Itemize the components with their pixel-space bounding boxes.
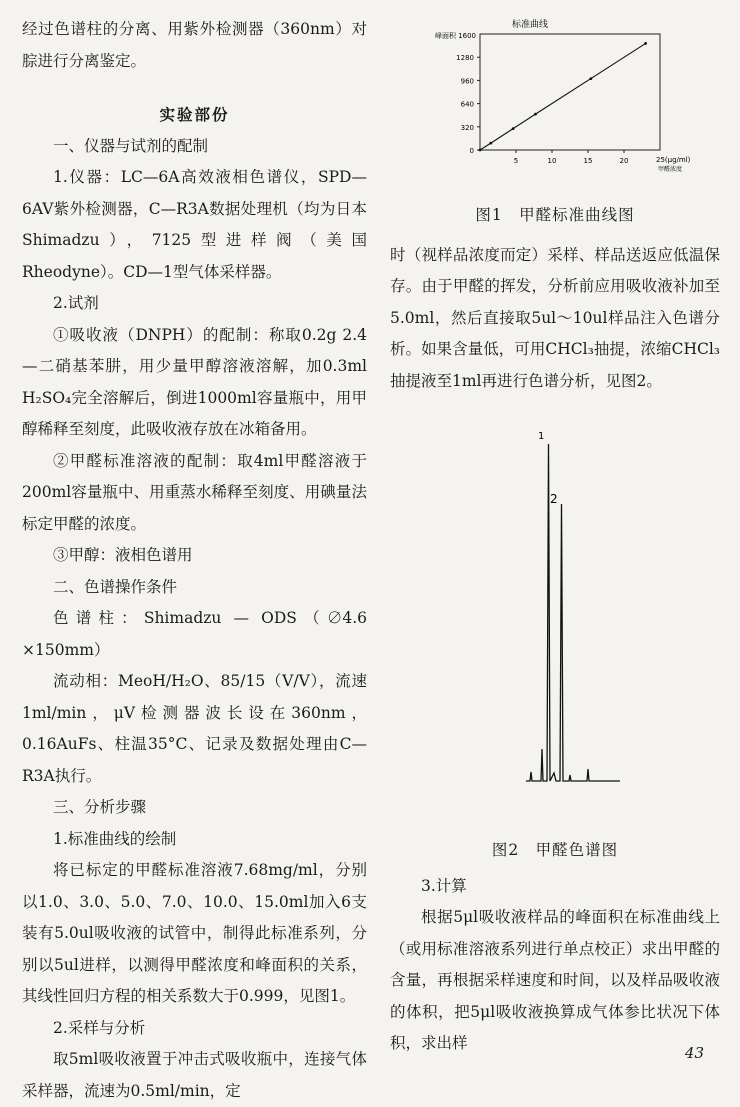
paragraph-calculation: 根据5μl吸收液样品的峰面积在标准曲线上（或用标准溶液系列进行单点校正）求出甲醛的含量，再根据采样速度和时间，以及样品吸收液的体积，把5μl吸收液换算成气体参比状况下体积，求出样 — [390, 908, 720, 1052]
paragraph-sampling: 取5ml吸收液置于冲击式吸收瓶中，连接气体采样器，流速为0.5ml/min，定 — [22, 1050, 367, 1100]
paragraph-instruments: 1.仪器：LC—6A高效液相色谱仪，SPD—6AV紫外检测器，C—R3A数据处理机（均为日本Shimadzu），7125型进样阀（美国Rheodyne）。CD—1型气体采样器。 — [22, 168, 367, 281]
paragraph-standard-curve: 将已标定的甲醛标准溶液7.68mg/ml，分别以1.0、3.0、5.0、7.0、10.0、15.0ml加入6支装有5.0ul吸收液的试管中，制得此标准系列，分别以5ul进样，以测得甲醛浓度和峰面积的关系，其线性回归方程的相关系数大于0.999，见图1。 — [22, 861, 367, 1005]
data-point — [534, 113, 537, 116]
data-point — [589, 77, 592, 80]
y-axis-label: 峰面积 1600 — [434, 32, 476, 40]
heading-chromatography-conditions: 二、色谱操作条件 — [53, 577, 178, 596]
data-point — [512, 127, 515, 130]
right-column — [390, 14, 720, 1060]
paragraph-continued: 经过色谱柱的分离、用紫外检测器（360nm）对腙进行分离鉴定。 — [22, 20, 367, 70]
y-tick-label: 0 — [469, 147, 474, 155]
page-number: 43 — [684, 1044, 704, 1062]
paragraph-sampling-continued: 时（视样品浓度而定）采样、样品送返应低温保存。由于甲醛的挥发，分析前应用吸收液补加至5.0ml，然后直接取5ul～10ul样品注入色谱分析。如果含量低，可用CHCl₃抽提，浓缩CHCl₃抽提液至1ml再进行色谱分析，见图2。 — [390, 245, 720, 390]
x-tick-label: 5 — [513, 157, 519, 165]
standard-curve-chart — [390, 14, 720, 194]
x-tick-label: 10 — [547, 157, 557, 165]
series-line — [480, 43, 646, 150]
figure-1 — [390, 14, 720, 194]
paragraph-absorbent: ①吸收液（DNPH）的配制：称取0.2g 2.4—二硝基苯肼，用少量甲醇溶液溶解，加0.3ml H₂SO₄完全溶解后，倒进1000ml容量瓶中，用甲醇稀释至刻度，此吸收液存放在冰箱备用。 — [22, 325, 367, 438]
y-tick-label: 320 — [460, 123, 474, 132]
paragraph-methanol: ③甲醇：液相色谱用 — [53, 546, 193, 564]
y-tick-label: 960 — [460, 77, 474, 86]
left-column — [22, 14, 367, 1107]
figure-2-caption: 图2 甲醛色谱图 — [491, 841, 619, 859]
x-tick-label: 15 — [583, 157, 593, 165]
peak-label: 1 — [538, 431, 545, 442]
data-point — [489, 142, 492, 145]
heading-sampling: 2.采样与分析 — [53, 1018, 146, 1037]
heading-standard-curve: 1.标准曲线的绘制 — [53, 829, 177, 848]
y-tick-label: 640 — [460, 100, 474, 109]
x-axis-label: 25(μg/ml) — [656, 156, 691, 164]
paragraph-column: 色谱柱：Shimadzu — ODS（∅4.6 ×150mm） — [22, 609, 367, 659]
section-title: 实验部份 — [159, 105, 230, 124]
heading-calculation: 3.计算 — [421, 876, 467, 895]
chart-title: 标准曲线 — [512, 20, 549, 30]
chromatogram-chart — [390, 409, 720, 829]
paragraph-standard-solution: ②甲醛标准溶液的配制：取4ml甲醛溶液于200ml容量瓶中、用重蒸水稀释至刻度、用碘量法标定甲醛的浓度。 — [22, 451, 367, 533]
figure-1-caption: 图1 甲醛标准曲线图 — [475, 206, 635, 224]
heading-analysis-steps: 三、分析步骤 — [53, 798, 147, 816]
heading-reagents: 2.试剂 — [53, 294, 99, 312]
x-tick-label: 20 — [619, 157, 629, 165]
chromatogram-trace — [526, 444, 620, 781]
x-axis-sublabel: 甲醛浓度 — [658, 166, 683, 173]
y-tick-label: 1280 — [456, 54, 474, 63]
heading-instruments-reagents: 一、仪器与试剂的配制 — [53, 136, 209, 155]
peak-label: 2 — [550, 492, 558, 506]
paragraph-mobile-phase: 流动相：MeoH/H₂O、85/15（V/V），流速1ml/min，μV检测器波长设在360nm，0.16AuFs、柱温35°C、记录及数据处理由C—R3A执行。 — [22, 672, 367, 785]
data-point — [644, 42, 647, 45]
figure-2 — [390, 409, 720, 829]
data-point — [479, 149, 482, 152]
